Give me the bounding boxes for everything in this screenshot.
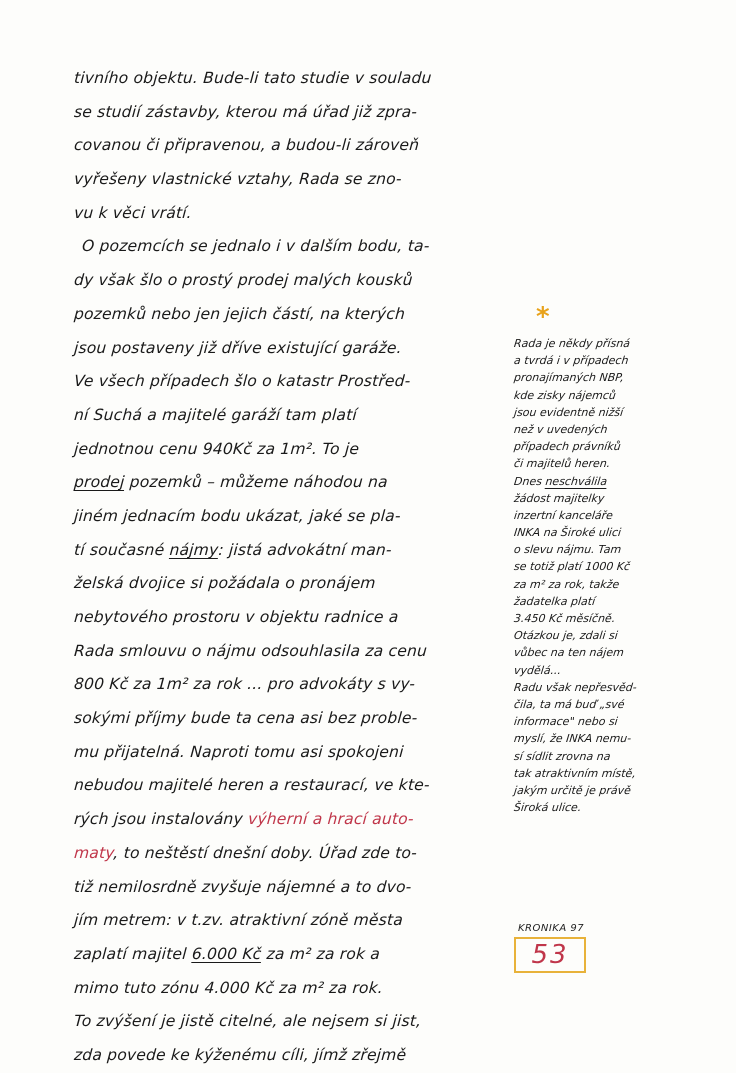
text-line (73, 837, 515, 871)
text-line: To zvýšení je jistě citelné, ale nejsem si jist, (73, 1012, 422, 1031)
text-fragment: rých jsou instalovány (73, 810, 249, 829)
text-line: se studií zástavby, kterou má úřad již zpra- (73, 102, 418, 121)
text-line: jím metrem: v t.zv. atraktivní zóně města (73, 911, 404, 930)
text-line: jsou postaveny již dříve existující garáže. (73, 338, 403, 357)
text-line: želská dvojice si požádala o pronájem (73, 574, 377, 593)
note-line: sí sídlit zrovna na (513, 749, 612, 763)
text-line: mu přijatelná. Naproti tomu asi spokojeni (73, 742, 405, 761)
note-line: vydělá... (513, 663, 562, 677)
note-line: Rada je někdy přísná (513, 337, 631, 350)
text-line (73, 466, 515, 500)
underlined-word: prodej (73, 473, 126, 492)
text-fragment: : jistá advokátní man- (217, 540, 393, 559)
text-line: dy však šlo o prostý prodej malých kousků (73, 271, 414, 290)
text-line: mimo tuto zónu 4.000 Kč za m² za rok. (73, 978, 384, 997)
text-fragment: pozemků – můžeme náhodou na (124, 473, 389, 492)
note-line: jakým určitě je právě (513, 783, 632, 797)
note-line: Radu však nepřesvěd- (513, 680, 638, 694)
main-text-block (74, 62, 514, 1073)
note-line: než v uvedených (513, 422, 609, 436)
text-line: vyřešeny vlastnické vztahy, Rada se zno- (73, 170, 403, 189)
text-line: tivního objektu. Bude-li tato studie v souladu (73, 69, 433, 87)
note-line: informace" nebo si (513, 715, 619, 729)
page-number-box (514, 937, 586, 973)
note-line: jsou evidentně nižší (513, 405, 624, 419)
note-line: myslí, že INKA nemu- (513, 732, 632, 746)
note-line: inzertní kanceláře (513, 508, 614, 522)
note-line: o slevu nájmu. Tam (513, 543, 622, 557)
note-line: 3.450 Kč měsíčně. (513, 612, 617, 625)
note-line: kde zisky nájemců (513, 388, 617, 402)
text-line: ní Suchá a majitelé garáží tam platí (73, 405, 358, 424)
text-line (73, 534, 515, 568)
text-line: tiž nemilosrdně zvyšuje nájemné a to dvo- (73, 877, 413, 896)
note-fragment: Dnes (513, 474, 547, 488)
text-fragment: zaplatí majitel (73, 944, 193, 963)
underlined-amount: 6.000 Kč (191, 944, 263, 963)
margin-note (514, 335, 724, 816)
note-line: Otázkou je, zdali si (513, 629, 619, 643)
text-line: vu k věci vrátí. (73, 203, 193, 222)
text-line: Rada smlouvu o nájmu odsouhlasila za cenu (73, 641, 428, 660)
text-line: covanou či připravenou, a budou-li zároveň (73, 136, 420, 155)
note-line: žadatelka platí (513, 594, 596, 608)
note-line: se totiž platí 1000 Kč (513, 560, 631, 574)
highlighted-phrase: maty (73, 843, 115, 862)
text-line: Ve všech případech šlo o katastr Prostřed- (73, 372, 412, 391)
note-line: a tvrdá i v případech (513, 354, 630, 368)
text-line: nebytového prostoru v objektu radnice a (73, 608, 400, 626)
text-fragment: , to neštěstí dnešní doby. Úřad zde to- (112, 843, 418, 862)
text-line: 800 Kč za 1m² za rok ... pro advokáty s vy- (73, 675, 416, 694)
page-number: 53 (531, 940, 569, 970)
note-line: či majitelů heren. (513, 457, 611, 471)
text-line: O pozemcích se jednalo i v dalším bodu, ta- (81, 237, 431, 256)
note-line: INKA na Široké ulici (513, 526, 622, 540)
note-line: případech právníků (513, 440, 622, 454)
asterisk-icon: * (536, 302, 550, 332)
text-line: sokými příjmy bude ta cena asi bez proble- (73, 709, 419, 728)
underlined-word: neschválila (544, 474, 608, 488)
text-line: jednotnou cenu 940Kč za 1m². To je (73, 439, 360, 458)
text-line (73, 938, 515, 972)
note-line: čila, ta má buď „své (513, 697, 626, 711)
note-line: za m² za rok, takže (513, 577, 620, 591)
highlighted-phrase: výherní a hrací auto- (247, 810, 415, 829)
text-line: pozemků nebo jen jejich částí, na kterých (73, 304, 406, 323)
text-line: zda povede ke kýženému cíli, jímž zřejmě (73, 1045, 407, 1064)
text-line: jiném jednacím bodu ukázat, jaké se pla- (73, 506, 402, 525)
text-fragment: za m² za rok a (260, 944, 381, 963)
note-line: vůbec na ten nájem (513, 646, 625, 660)
note-line: pronajímaných NBP, (513, 371, 625, 385)
chronicle-label: KRONIKA 97 (518, 923, 585, 934)
text-line (73, 803, 515, 837)
text-line: nebudou majitelé heren a restaurací, ve kte- (73, 776, 431, 795)
note-line (513, 473, 725, 490)
underlined-word: nájmy (168, 540, 220, 559)
note-line: tak atraktivním místě, (513, 766, 637, 780)
text-fragment: tí současné (73, 540, 171, 559)
note-line: žádost majitelky (513, 491, 606, 505)
highlighted-street: Široká ulice. (513, 801, 582, 815)
